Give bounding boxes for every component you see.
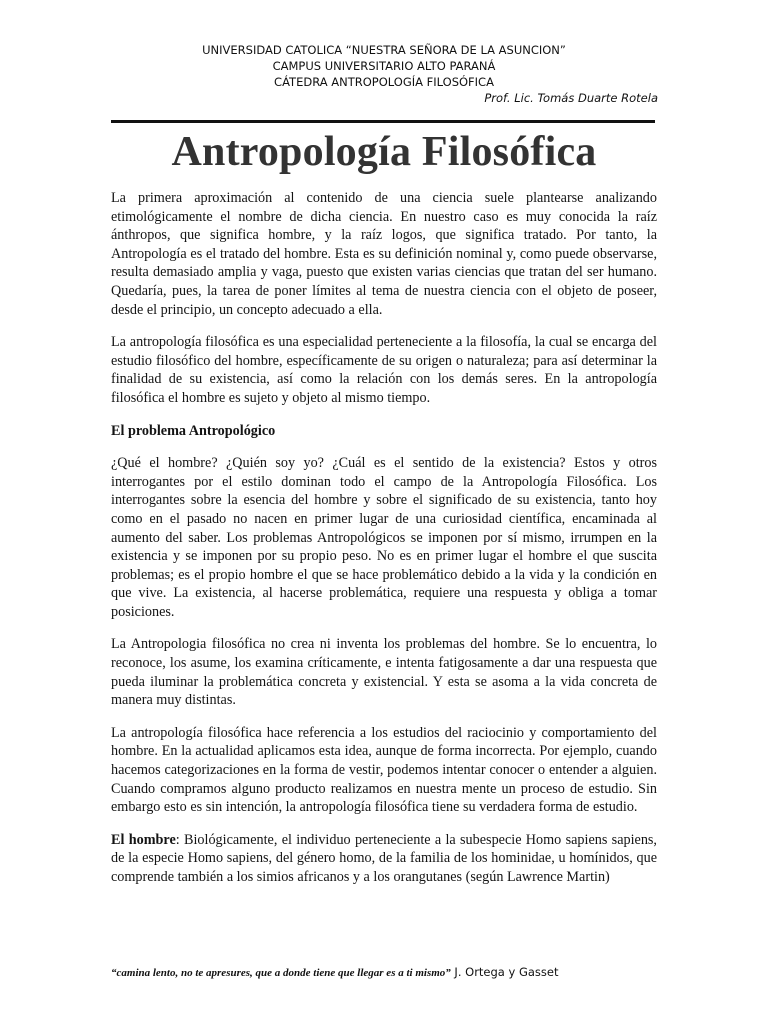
term-el-hombre: El hombre: [111, 831, 176, 848]
course-name: CÁTEDRA ANTROPOLOGÍA FILOSÓFICA: [274, 75, 494, 89]
paragraph-definition: La antropología filosófica es una especialidad perteneciente a la filosofía, la cual se encarga del estudio filosófico del hombre, específicamente de su origen o naturaleza; para así determinar la finalidad de su existencia, así como la relación con los demás seres. En la antropología filosófica el hombre es sujeto y objeto al mismo tiempo.: [111, 334, 657, 406]
document-title: Antropología Filosófica: [171, 129, 597, 175]
campus-name: CAMPUS UNIVERSITARIO ALTO PARANÁ: [272, 59, 496, 73]
paragraph-etymology: La primera aproximación al contenido de una ciencia suele plantearse analizando etimológicamente el nombre de dicha ciencia. En nuestro caso es muy conocida la raíz ánthropos, que significa hombre, y la raíz logos, que significa tratado. Por tanto, la Antropología es el tratado del hombre. Esta es su definición nominal y, como puede observarse, resulta demasiado amplia y vaga, puesto que existen varias ciencias que tratan del ser humano. Quedaría, pues, la tarea de poner límites al tema de nuestra ciencia con el objeto de poseer, desde el principio, un concepto adecuado a ella.: [111, 190, 657, 318]
term-definition-text: : Biológicamente, el individuo perteneciente a la subespecie Homo sapiens sapiens, de la especie Homo sapiens, del género homo, de la familia de los hominidae, u homínidos, que comprende también a los simios africanos y a los orangutanes (según Lawrence Martin): [111, 831, 657, 885]
document-header: [0, 42, 768, 106]
section-heading: El problema Antropológico: [111, 422, 276, 439]
header-divider: [111, 120, 655, 123]
university-name: UNIVERSIDAD CATOLICA “NUESTRA SEÑORA DE LA ASUNCION”: [202, 43, 566, 57]
document-footer: [111, 964, 711, 981]
paragraph-man-definition: [111, 831, 657, 887]
paragraph-method: La Antropologia filosófica no crea ni inventa los problemas del hombre. Se lo encuentra, lo reconoce, los asume, los examina críticamente, e intenta fatigosamente a dar una respuesta que pueda iluminar la problemática concreta y existencial. Y esta se asoma a la vida concreta de manera muy distintas.: [111, 636, 657, 709]
footer-quote-author: J. Ortega y Gasset: [450, 965, 559, 979]
paragraph-problem: ¿Qué el hombre? ¿Quién soy yo? ¿Cuál es el sentido de la existencia? Estos y otros interrogantes por el estilo dominan todo el campo de la Antropología Filosófica. Los interrogantes sobre la esencia del hombre y sobre el significado de su existencia, tanto hoy como en el pasado no nacen en primer lugar de una curiosidad científica, encaminada al aumento del saber. Los problemas Antropológicos se imponen por sí mismo, irrumpen en la existencia y se imponen por su propio peso. No es en primer lugar el hombre el que suscita problemas; es el propio hombre el que se hace problemático debido a la vida y la condición en que vive. La existencia, al hacerse problemática, requiere una respuesta y obliga a tomar posiciones.: [111, 455, 657, 620]
footer-quote: “camina lento, no te apresures, que a donde tiene que llegar es a ti mismo”: [111, 967, 451, 979]
document-body: [111, 189, 657, 901]
professor-name: Prof. Lic. Tomás Duarte Rotela: [484, 91, 658, 105]
paragraph-study: La antropología filosófica hace referencia a los estudios del raciocinio y comportamiento del hombre. En la actualidad aplicamos esta idea, aunque de forma incorrecta. Por ejemplo, cuando hacemos categorizaciones en la forma de vestir, podemos intentar conocer o entender a alguien. Cuando compramos alguno producto realizamos en nuestra mente un proceso de estudio. Sin embargo esto es sin intención, la antropología filosófica tiene su verdadera forma de estudio.: [111, 724, 657, 816]
